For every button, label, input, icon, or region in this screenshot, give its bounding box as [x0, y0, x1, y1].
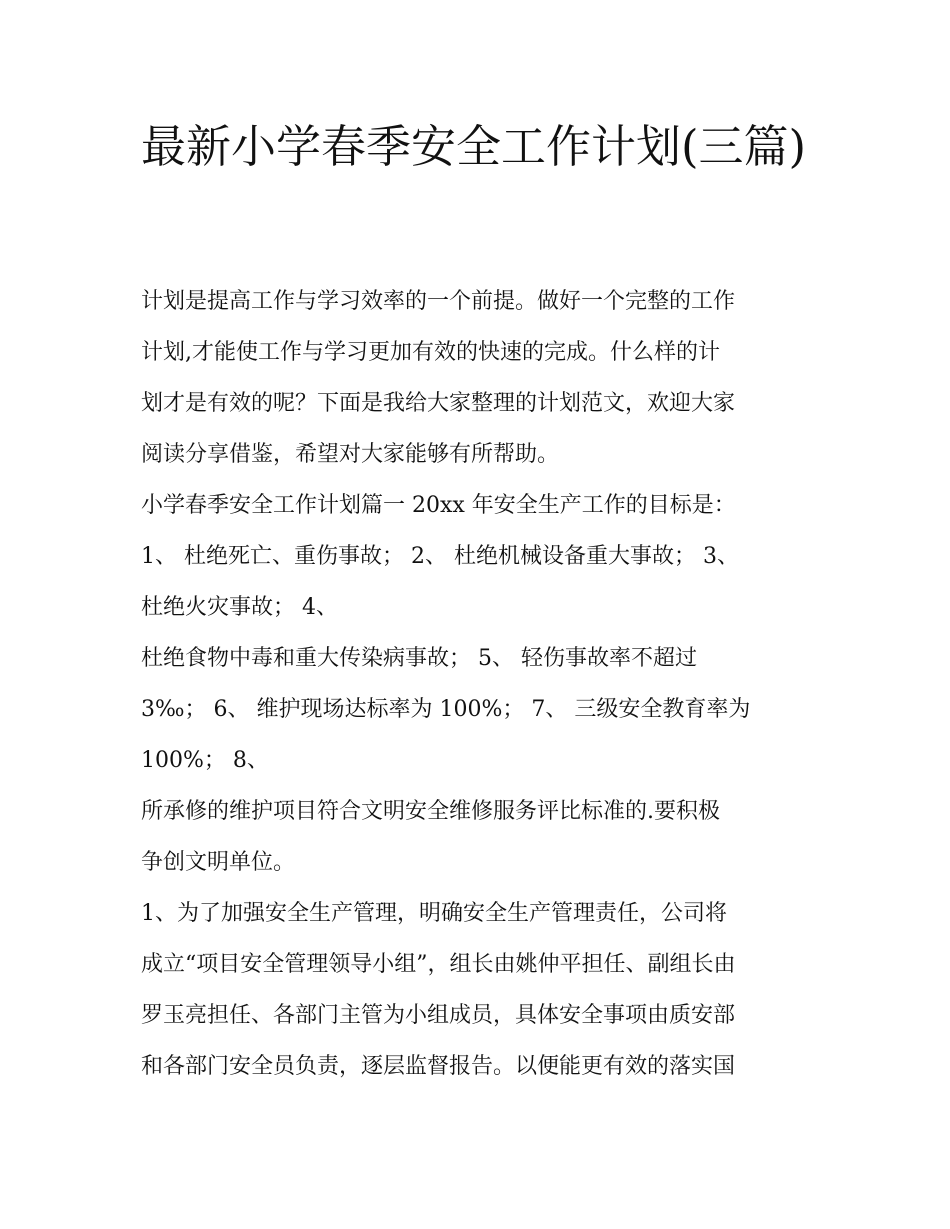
- text-line: 计划,才能使工作与学习更加有效的快速的完成。什么样的计: [141, 340, 720, 365]
- text-line: 100%； 8、: [141, 748, 269, 773]
- paragraph-intro: [141, 276, 813, 480]
- text-line: 阅读分享借鉴，希望对大家能够有所帮助。: [141, 442, 560, 467]
- document-title: 最新小学春季安全工作计划(三篇): [141, 120, 807, 173]
- text-line: 3‰； 6、 维护现场达标率为 100%； 7、 三级安全教育率为: [141, 697, 751, 722]
- text-line: 争创文明单位。: [141, 850, 296, 875]
- text-line: 计划是提高工作与学习效率的一个前提。做好一个完整的工作: [141, 289, 736, 314]
- paragraph-goals: [141, 480, 813, 633]
- paragraph-goals-continued: [141, 633, 813, 786]
- paragraph-civilized-unit: [141, 786, 813, 888]
- text-line: 罗玉亮担任、各部门主管为小组成员，具体安全事项由质安部: [141, 1003, 736, 1028]
- document-body: [141, 276, 813, 1092]
- text-line: 杜绝食物中毒和重大传染病事故； 5、 轻伤事故率不超过: [141, 646, 697, 671]
- text-line: 所承修的维护项目符合文明安全维修服务评比标准的.要积极: [141, 799, 720, 824]
- text-line: 1、 杜绝死亡、重伤事故； 2、 杜绝机械设备重大事故； 3、: [141, 544, 739, 569]
- text-line: 杜绝火灾事故； 4、: [141, 595, 338, 620]
- paragraph-safety-group: [141, 888, 813, 1092]
- text-line: 划才是有效的呢？下面是我给大家整理的计划范文，欢迎大家: [141, 391, 736, 416]
- text-line: 小学春季安全工作计划篇一 20xx 年安全生产工作的目标是：: [141, 493, 736, 518]
- text-line: 和各部门安全员负责，逐层监督报告。以便能更有效的落实国: [141, 1054, 736, 1079]
- text-line: 1、为了加强安全生产管理，明确安全生产管理责任，公司将: [141, 901, 727, 926]
- text-line: 成立“项目安全管理领导小组”，组长由姚仲平担任、副组长由: [141, 952, 736, 977]
